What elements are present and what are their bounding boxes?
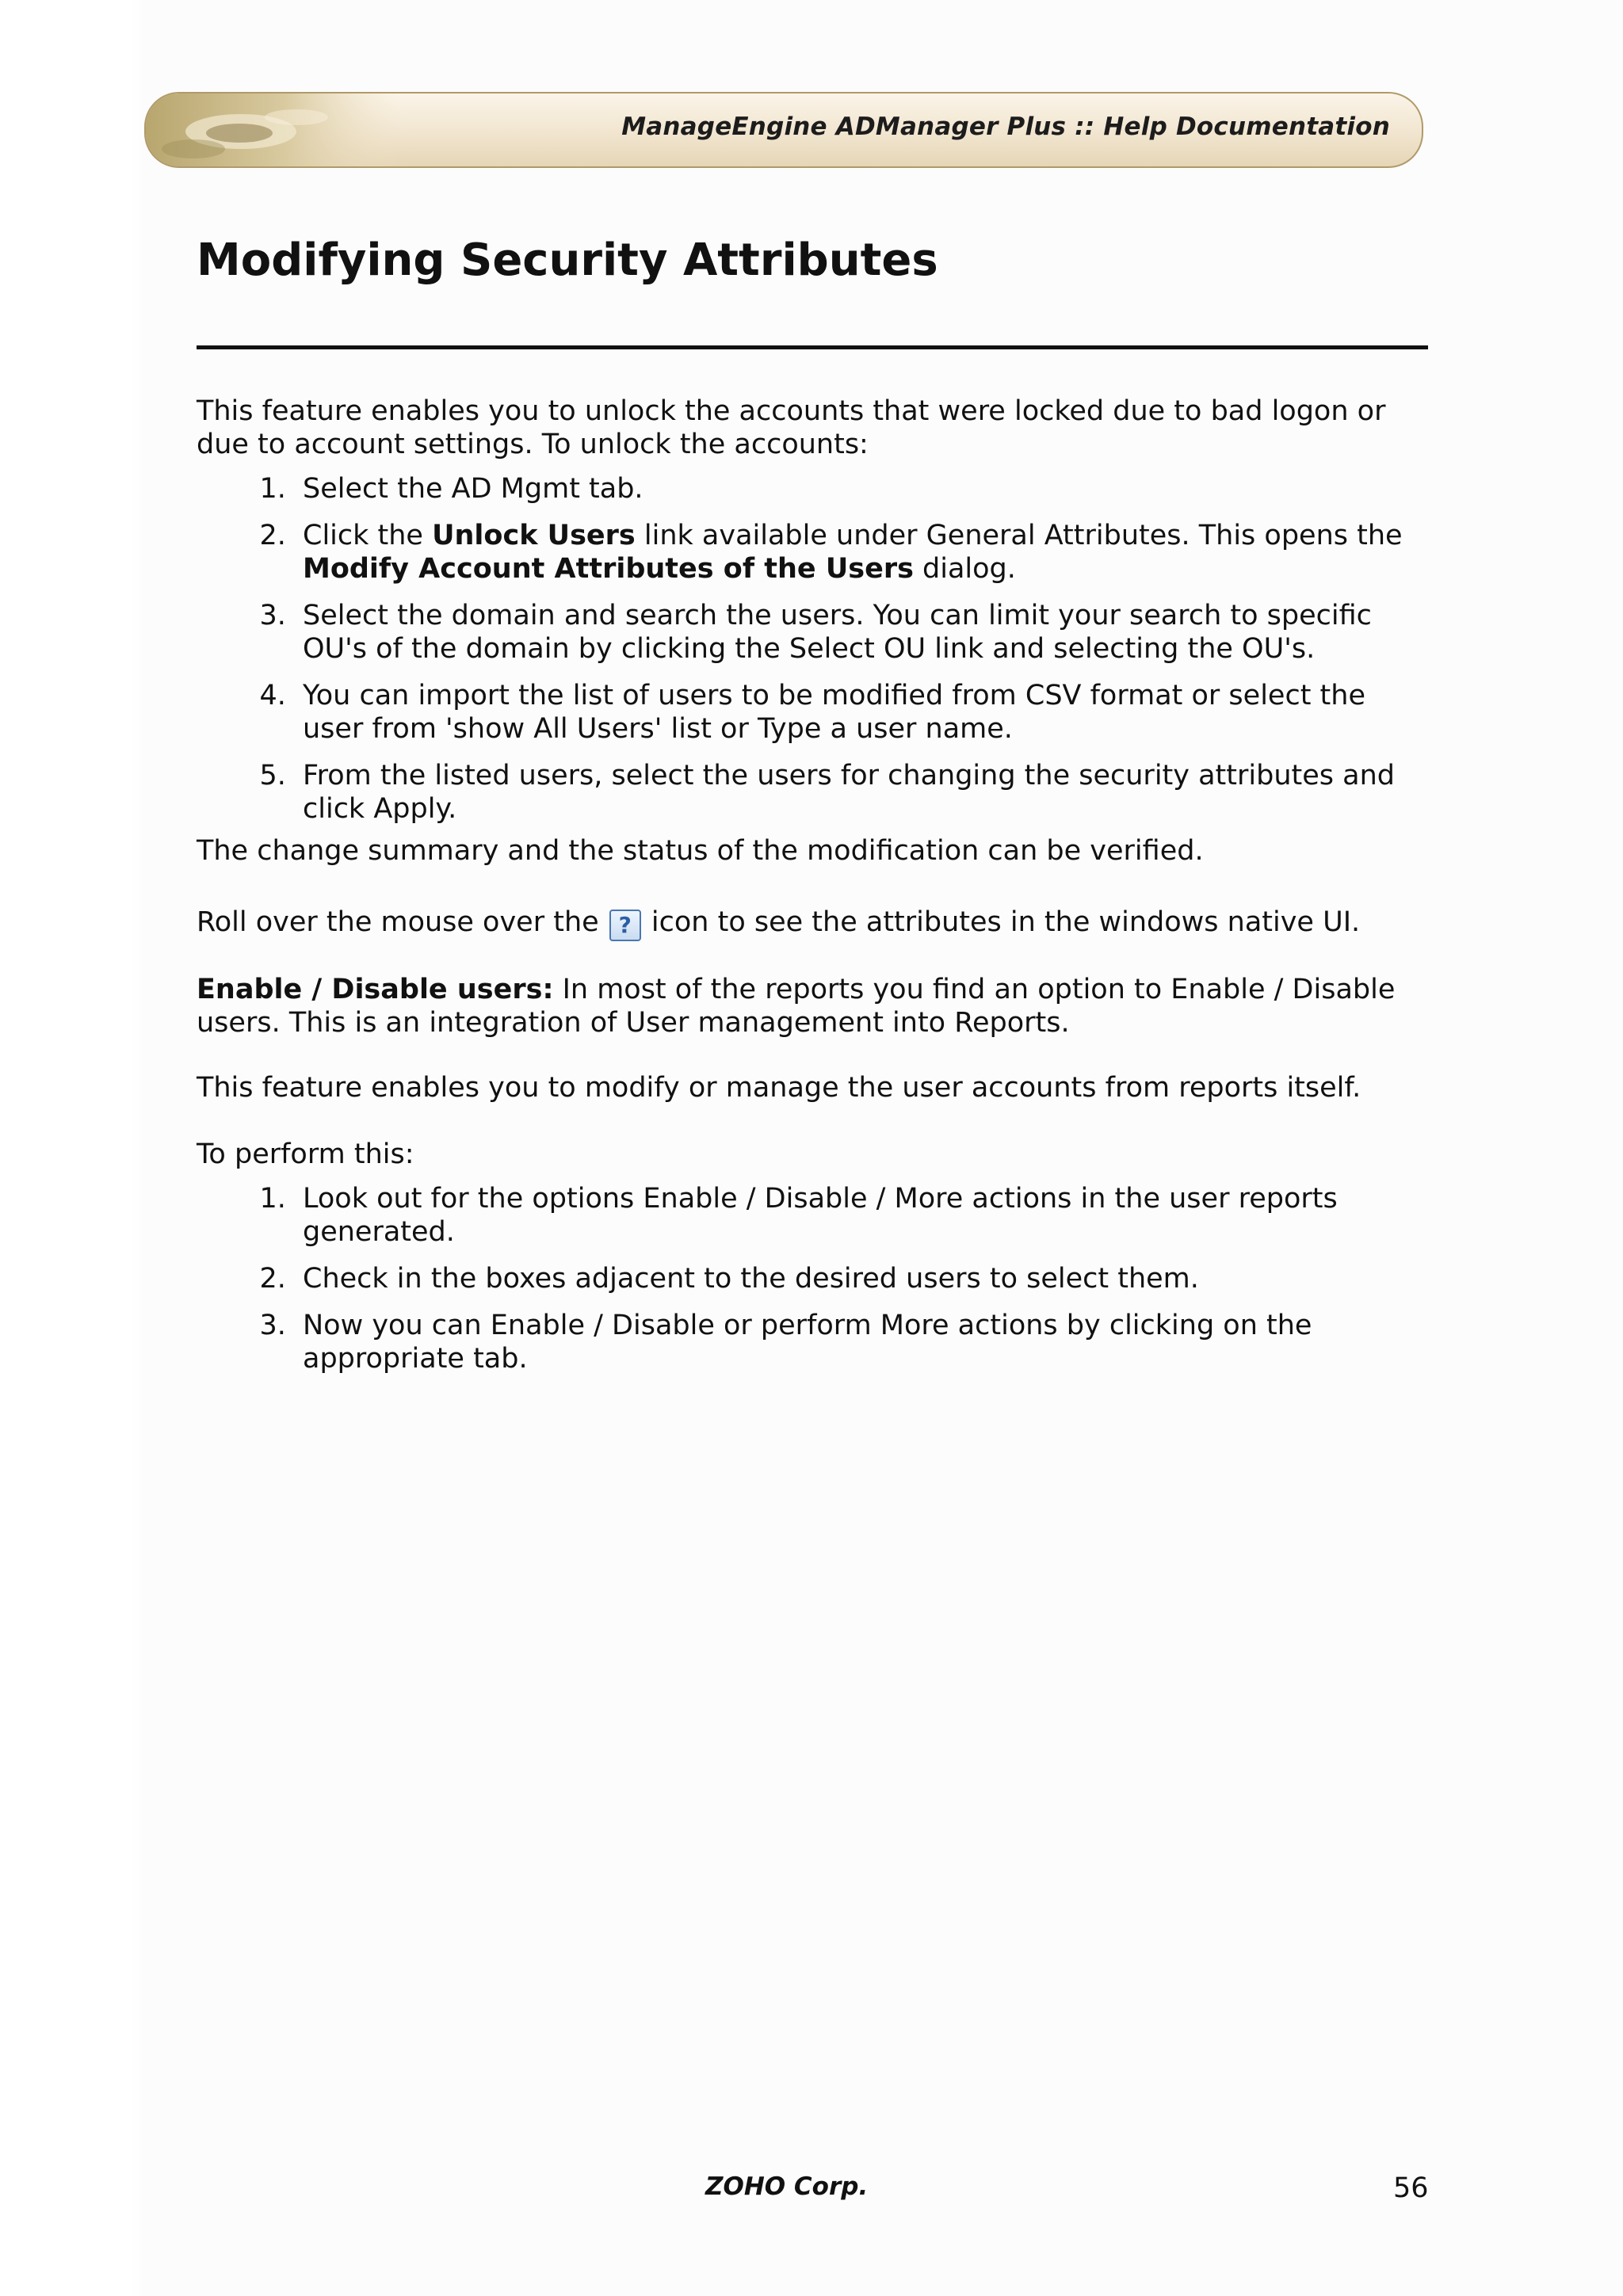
step-text: dialog. bbox=[913, 553, 1016, 585]
list-item bbox=[295, 679, 1433, 746]
summary-paragraph: The change summary and the status of the modification can be verified. bbox=[197, 835, 1204, 867]
feature-paragraph: This feature enables you to modify or manage the user accounts from reports itself. bbox=[197, 1072, 1361, 1104]
step-text: Select the AD Mgmt tab. bbox=[303, 473, 643, 505]
list-item bbox=[295, 1262, 1433, 1295]
perform-paragraph: To perform this: bbox=[197, 1138, 414, 1170]
step-text: Check in the boxes adjacent to the desired users to select them. bbox=[303, 1263, 1199, 1295]
step-text: Click the bbox=[303, 520, 433, 551]
page-number: 56 bbox=[1393, 2172, 1429, 2204]
header-decoration-image bbox=[146, 93, 399, 166]
dialog-name-term: Modify Account Attributes of the Users bbox=[303, 553, 914, 585]
step-text: Look out for the options Enable / Disable / More actions in the user reports generated. bbox=[303, 1183, 1338, 1248]
header-banner bbox=[144, 92, 1423, 168]
list-item bbox=[295, 519, 1433, 585]
document-body bbox=[197, 395, 1433, 1389]
perform-steps-list bbox=[197, 1182, 1433, 1375]
list-item bbox=[295, 472, 1433, 505]
step-text: Select the domain and search the users. You can limit your search to specific OU's of the domain by clicking the Select OU link and selecting the OU's. bbox=[303, 600, 1372, 665]
title-divider bbox=[197, 345, 1428, 349]
help-question-icon: ? bbox=[609, 910, 641, 941]
enable-disable-paragraph bbox=[197, 973, 1433, 1039]
step-text: link available under General Attributes. This opens the bbox=[635, 520, 1403, 551]
unlock-users-term: Unlock Users bbox=[432, 520, 636, 551]
step-text: You can import the list of users to be modified from CSV format or select the user from 'show All Users' list or Type a user name. bbox=[303, 680, 1365, 745]
list-item bbox=[295, 599, 1433, 666]
enable-disable-label: Enable / Disable users: bbox=[197, 974, 554, 1005]
rollover-text: icon to see the attributes in the windows native UI. bbox=[642, 906, 1361, 938]
header-title: ManageEngine ADManager Plus :: Help Documentation bbox=[621, 113, 1390, 141]
rollover-paragraph bbox=[197, 906, 1433, 941]
step-text: From the listed users, select the users for changing the security attributes and click Apply. bbox=[303, 760, 1395, 825]
unlock-steps-list bbox=[197, 472, 1433, 826]
intro-paragraph: This feature enables you to unlock the accounts that were locked due to bad logon or due to account settings. To unlock the accounts: bbox=[197, 395, 1386, 460]
list-item bbox=[295, 759, 1433, 826]
page-title: Modifying Security Attributes bbox=[197, 235, 938, 286]
list-item bbox=[295, 1182, 1433, 1249]
footer-company: ZOHO Corp. bbox=[705, 2172, 869, 2201]
rollover-text: Roll over the mouse over the bbox=[197, 906, 608, 938]
enable-disable-text: In most of the reports you find an option to Enable / Disable users. This is an integration of User management into Reports. bbox=[197, 974, 1396, 1039]
list-item bbox=[295, 1309, 1433, 1375]
step-text: Now you can Enable / Disable or perform More actions by clicking on the appropriate tab. bbox=[303, 1310, 1312, 1375]
